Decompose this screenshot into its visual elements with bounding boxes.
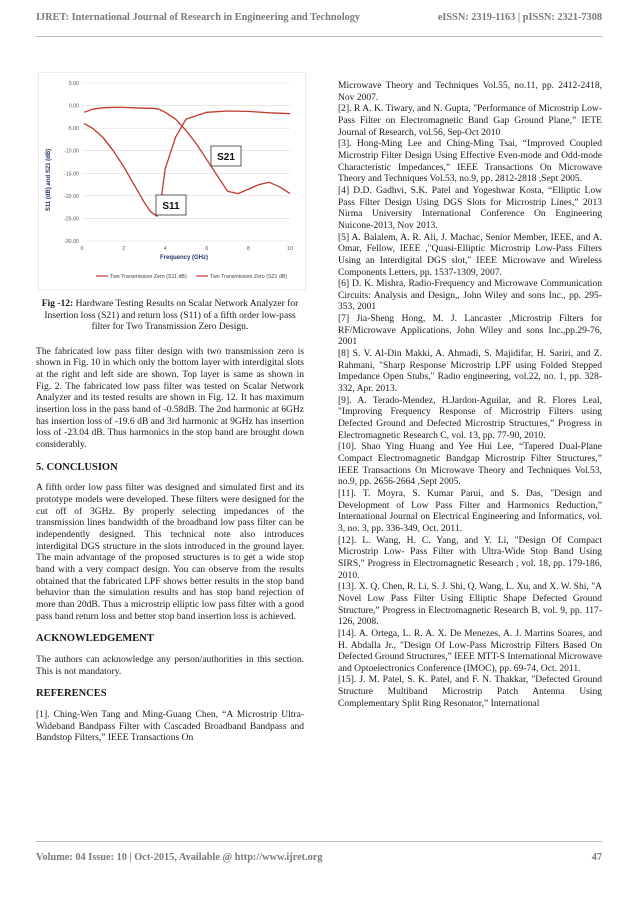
reference-item: [3]. Hong-Ming Lee and Ching-Ming Tsai, “Improved Coupled Microstrip Filter Design Using Effective Even-mode and Odd-mode Characteristic Impedances,” IEEE Transactions On Microwave Theory and Techniques Vol.53, no.9, pp. 2812-2818 ,Sept 2005. bbox=[338, 138, 602, 185]
reference-1: [1]. Ching-Wen Tang and Ming-Guang Chen, “A Microstrip Ultra-Wideband Bandpass Filter with Cascaded Broadband Bandpass and Bandstop Filters,” IEEE Transactions On bbox=[36, 708, 304, 744]
page-footer bbox=[36, 852, 602, 863]
journal-title: IJRET: International Journal of Research in Engineering and Technology bbox=[36, 12, 361, 23]
x-tick-label: 4 bbox=[163, 246, 167, 252]
reference-item: [14]. A. Ortega, L. R. A. X. De Menezes, A. J. Martins Soares, and H. Abdalla Jr., "Design Of Low-Pass Microstrip Filters Based On Defected Ground Structures,” IEEE MTT-S International Microwave and Optoelectronics Conference (IMOC), pp. 69-74, Oct. 2011. bbox=[338, 627, 602, 674]
y-tick-label: 0.00 bbox=[68, 103, 79, 110]
reference-item: [12]. L. Wang, H. C. Yang, and Y. Li, "Design Of Compact Microstrip Low- Pass Filter with Ultra-Wide Stop Band Using SIRS,” Progress in Electromagnetic Research , vol. 18, pp. 179-186, 2010. bbox=[338, 534, 602, 581]
reference-item: [2]. R A. K. Tiwary, and N. Gupta, "Performance of Microstrip Low-Pass Filter on Electromagnetic Band Gap Ground Plane,” IETE Journal of Research, vol.56, Sep-Oct 2010 bbox=[338, 103, 602, 138]
y-tick-label: -15.00 bbox=[63, 171, 79, 178]
y-axis-label: S11 (dB) and S21 (dB) bbox=[46, 148, 52, 212]
reference-item: [15]. J. M. Patel, S. K. Patel, and F. N. Thakkar, "Defected Ground Structure Multiband Microstrip Patch Antenna Using Complementary Split Ring Resonator,” International bbox=[338, 674, 602, 709]
references-heading: REFERENCES bbox=[36, 688, 107, 700]
x-tick-label: 8 bbox=[246, 246, 250, 252]
s21-annotation-label: S21 bbox=[217, 152, 235, 163]
header-rule bbox=[36, 36, 602, 37]
x-tick-label: 6 bbox=[205, 246, 209, 252]
reference-item: Microwave Theory and Techniques Vol.55, no.11, pp. 2412-2418, Nov 2007. bbox=[338, 80, 602, 103]
x-tick-label: 0 bbox=[80, 246, 84, 252]
reference-item: [11]. T. Moyra, S. Kumar Parui, and S. Das, "Design and Development of Low Pass Filter and Harmonics Reduction,” International Journal on Electrical Engineering and Informatics, vol. 3, no. 3, pp. 336-349, Oct. 2011. bbox=[338, 487, 602, 534]
ack-paragraph: The authors can acknowledge any person/authorities in this section. This is not mandatory. bbox=[36, 653, 304, 677]
reference-item: [7] Jia-Sheng Hong, M. J. Lancaster ,Microstrip Filters for RF/Microwave Applications, John Wiley and sons Inc.,pp.29-76, 2001 bbox=[338, 313, 602, 348]
s-parameter-chart bbox=[38, 72, 306, 290]
legend-s21: Two Transmission Zero (S21 dB) bbox=[210, 274, 288, 280]
x-axis-label: Frequency (GHz) bbox=[159, 255, 209, 261]
x-tick-label: 2 bbox=[122, 246, 126, 252]
reference-item: [13]. X. Q. Chen, R. Li, S. J. Shi, Q. Wang, L. Xu, and X. W. Shi, "A Novel Low Pass Filter Using Elliptic Shape Defected Ground Structure,” Progress in Electromagnetic Research B, vol. 9, pp. 117-126, 2008. bbox=[338, 581, 602, 628]
y-tick-label: -20.00 bbox=[63, 193, 79, 200]
right-column-references bbox=[338, 80, 602, 709]
figure-caption bbox=[36, 298, 304, 333]
results-paragraph: The fabricated low pass filter design with two transmission zero is shown in Fig. 10 in which only the bottom layer with interdigital slots at the right and left side are shown. Top layer is same as shown in Fig. 2. The fabricated low pass filter was tested on Scalar Network Analyzer and its tested results are shown in Fig. 12. It has maximum insertion loss in the pass band of -0.58dB. The 2nd harmonic at 6GHz has insertion loss of -19.6 dB and 3rd harmonic at 9GHz has insertion loss of -23.04 dB. Thus harmonics in the stop band are brought down considerably. bbox=[36, 345, 304, 451]
s11-annotation-label: S11 bbox=[162, 201, 180, 212]
y-tick-label: 5.00 bbox=[68, 81, 79, 87]
page-number: 47 bbox=[591, 852, 602, 863]
conclusion-heading: 5. CONCLUSION bbox=[36, 461, 118, 473]
reference-item: [9]. A. Terado-Mendez, H.Jardon-Aguilar, and R. Flores Leal, "Improving Frequency Response of Microstrip Filters using Defected Ground and Defected Microstrip Structures,” Progress in Electromagnetic Research C, vol. 13, pp. 77-90, 2010. bbox=[338, 394, 602, 441]
s11-annotation bbox=[156, 195, 186, 215]
s21-annotation bbox=[211, 146, 241, 166]
reference-item: [5] A. Balalem, A. R. Ali, J. Machac, Senior Member, IEEE, and A. Omar, Fellow, IEEE ,"Quasi-Elliptic Microstrip Low-Pass Filters Using an Interdigital DGS slot," IEEE Microwave and Wireless Components Letters, pp. 1537-1309, 2007. bbox=[338, 231, 602, 278]
footer-rule bbox=[36, 841, 602, 842]
conclusion-paragraph: A fifth order low pass filter was designed and simulated first and its prototype models were developed. These filters were designed for the cut off of 3GHz. By properly selecting impedances of the transmission lines bandwidth of the broadband low pass filter can be independently designed. This technical note also introduces interdigital DGS structure in the slots introduced in the ground layer. The main advantage of the proposed structures is to get a wide stop band with a very compact design. You can observe from the results obtained that the fabricated LPF shows better results in the stop band behavior than the simulation results and has stop band rejection of more than 20dB. Thus a microstrip elliptic low pass filter with a good pass band return loss and better stop band insertion loss is achieved. bbox=[36, 482, 304, 622]
y-tick-label: -10.00 bbox=[63, 148, 79, 155]
reference-item: [6] D. K. Mishra, Radio-Frequency and Microwave Communication Circuits: Analysis and Design,, John Wiley and sons Inc., pp. 295-353, 2001 bbox=[338, 278, 602, 313]
reference-item: [8] S. V. Al-Din Makki, A. Ahmadi, S. Majidifar, H. Sariri, and Z. Rahmani, "Sharp Response Microstrip LPF using Folded Stepped Impedance Open Stubs," Radio engineering, vol.22, no. 1, pp. 328-332, Apr. 2013. bbox=[338, 348, 602, 395]
left-column bbox=[36, 298, 304, 744]
issn: eISSN: 2319-1163 | pISSN: 2321-7308 bbox=[437, 12, 602, 23]
footer-volume: Volume: 04 Issue: 10 | Oct-2015, Available @ http://www.ijret.org bbox=[36, 852, 323, 863]
y-tick-label: -30.00 bbox=[63, 239, 79, 245]
reference-item: [4] D.D. Gadhvi, S.K. Patel and Yogeshwar Kosta, “Elliptic Low Pass Filter Design Using DGS Slots for Microstrip Lines,” 2013 Nirma University International Conference On Engineering Nuicone-2013, Nov 2013. bbox=[338, 184, 602, 231]
ack-heading: ACKNOWLEDGEMENT bbox=[36, 633, 154, 645]
y-tick-label: -5.00 bbox=[66, 126, 79, 133]
reference-item: [10]. Shao Ying Huang and Yee Hui Lee, “Tapered Dual-Plane Compact Electromagnetic Bandgap Microstrip Filter Structures,” IEEE Transactions On Microwave Theory and Techniques Vol.53, no.9, pp. 2656-2664 ,Sept 2005. bbox=[338, 441, 602, 488]
y-tick-label: -25.00 bbox=[63, 216, 79, 223]
page-header bbox=[36, 12, 602, 34]
figure-caption-text: Hardware Testing Results on Scalar Network Analyzer for Insertion loss (S21) and return loss (S11) of a fifth order low-pass filter for Two Transmission Zero Design. bbox=[44, 298, 299, 333]
x-tick-label: 10 bbox=[287, 246, 293, 252]
figure-caption-label: Fig -12: bbox=[41, 298, 74, 309]
legend-s11: Two Transmission Zero (S11 dB) bbox=[110, 274, 187, 280]
